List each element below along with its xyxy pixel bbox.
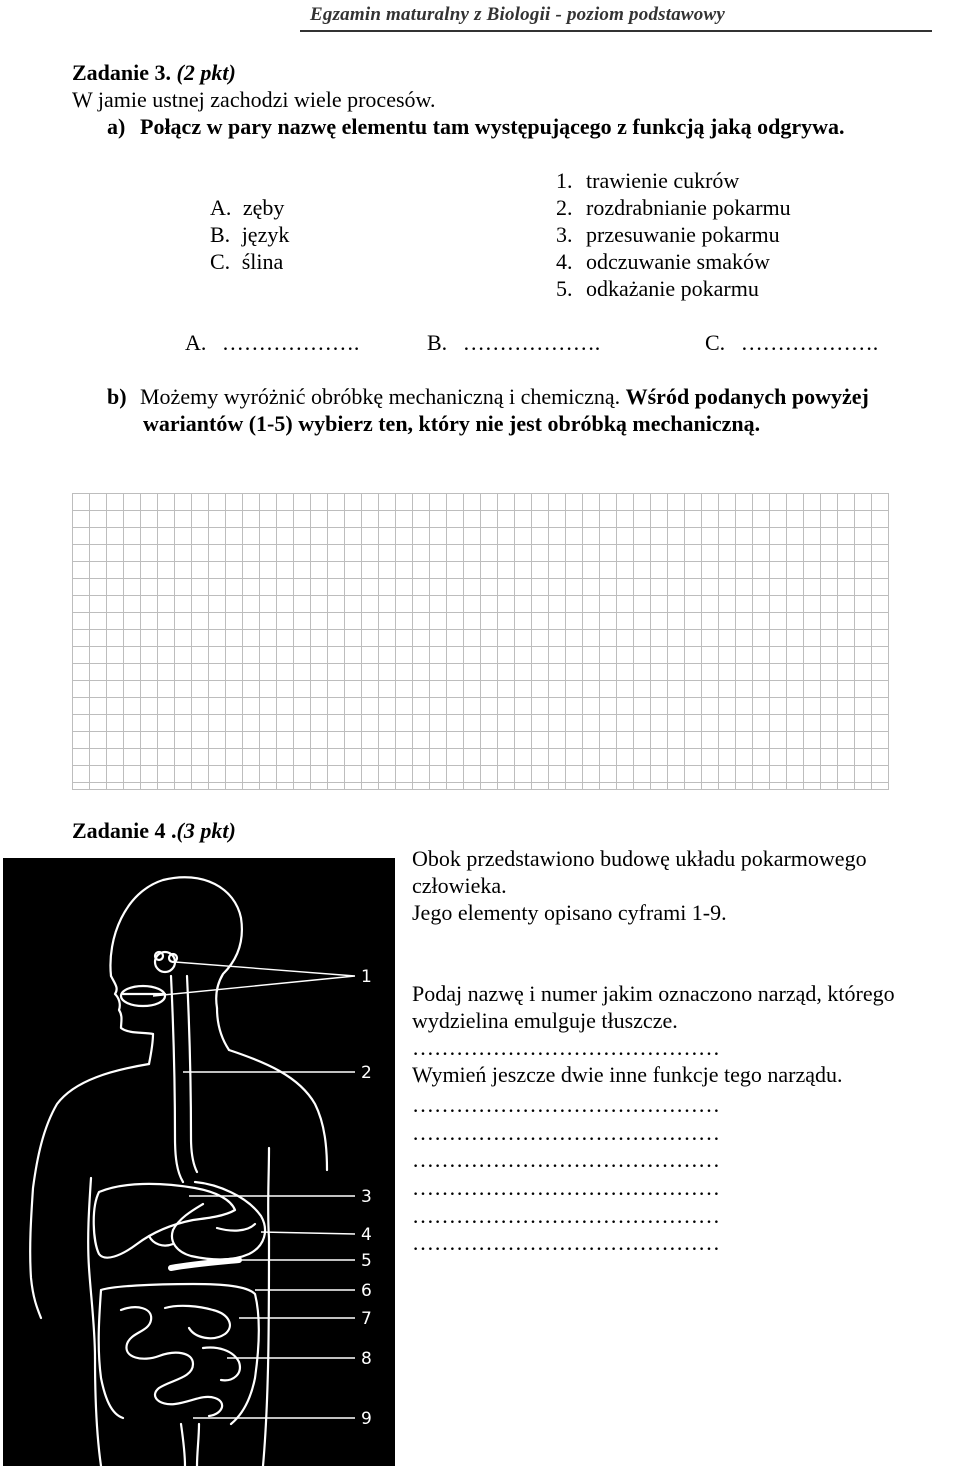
task4-q2: Wymień jeszcze dwie inne funkcje tego narządu. — [412, 1062, 843, 1087]
element-a-name: zęby — [242, 195, 285, 220]
task4-q1-line1: Podaj nazwę i numer jakim oznaczono narząd, którego — [412, 981, 895, 1006]
task4-desc-line2: człowieka. — [412, 873, 507, 898]
header-rule — [300, 30, 932, 32]
task4-answer-line[interactable]: …………………………………… — [412, 1230, 720, 1255]
diagram-label-2: 2 — [361, 1063, 372, 1083]
element-c-letter: C. — [210, 249, 231, 274]
task3-heading — [72, 60, 236, 86]
function-4 — [556, 249, 770, 275]
answer-a-letter: A. — [185, 330, 207, 355]
answer-b-blank[interactable]: ………………. — [462, 330, 601, 355]
answer-a-blank[interactable]: ………………. — [221, 330, 360, 355]
task3b-marker: b) — [107, 384, 127, 409]
task4-points: (3 pkt) — [176, 818, 236, 843]
function-4-num: 4. — [556, 249, 573, 274]
answer-c-letter: C. — [705, 330, 726, 355]
task4-desc-line1: Obok przedstawiono budowę układu pokarmowego — [412, 846, 867, 871]
function-5 — [556, 276, 759, 302]
function-3 — [556, 222, 780, 248]
function-2 — [556, 195, 791, 221]
diagram-label-7: 7 — [361, 1309, 372, 1329]
digestive-system-diagram — [3, 858, 395, 1466]
answer-c[interactable] — [705, 330, 878, 356]
task3b-text-bold-1: Wśród podanych powyżej — [625, 384, 869, 409]
element-b-name: język — [241, 222, 290, 247]
diagram-label-9: 9 — [361, 1409, 372, 1429]
page-header-title: Egzamin maturalny z Biologii - poziom podstawowy — [310, 4, 726, 25]
task3-intro: W jamie ustnej zachodzi wiele procesów. — [72, 87, 436, 112]
answer-a[interactable] — [185, 330, 359, 356]
task4-answer-line[interactable]: …………………………………… — [412, 1203, 720, 1228]
task3b-text-normal: Możemy wyróżnić obróbkę mechaniczną i chemiczną. — [140, 384, 621, 409]
element-b-letter: B. — [210, 222, 231, 247]
task3a-text: Połącz w pary nazwę elementu tam występującego z funkcją jaką odgrywa. — [140, 114, 845, 139]
diagram-label-3: 3 — [361, 1187, 372, 1207]
function-1-name: trawienie cukrów — [586, 168, 740, 193]
task3b-line2: wariantów (1-5) wybierz ten, który nie jest obróbką mechaniczną. — [143, 411, 761, 436]
task3-title: Zadanie 3. — [72, 60, 172, 85]
diagram-label-1: 1 — [361, 967, 372, 987]
task4-heading — [72, 818, 236, 844]
function-4-name: odczuwanie smaków — [586, 249, 770, 274]
element-a — [210, 195, 284, 221]
function-2-name: rozdrabnianie pokarmu — [586, 195, 791, 220]
element-a-letter: A. — [210, 195, 232, 220]
task4-q1-line2: wydzielina emulguje tłuszcze. — [412, 1008, 678, 1033]
task4-desc-line3: Jego elementy opisano cyframi 1-9. — [412, 900, 727, 925]
diagram-label-8: 8 — [361, 1349, 372, 1369]
diagram-label-5: 5 — [361, 1251, 372, 1271]
answer-grid[interactable] — [72, 493, 889, 790]
function-1-num: 1. — [556, 168, 573, 193]
diagram-label-6: 6 — [361, 1281, 372, 1301]
answer-b-letter: B. — [427, 330, 448, 355]
element-b — [210, 222, 289, 248]
function-5-num: 5. — [556, 276, 573, 301]
function-1 — [556, 168, 739, 194]
answer-c-blank[interactable]: ………………. — [740, 330, 879, 355]
task4-answer-line[interactable]: …………………………………… — [412, 1120, 720, 1145]
task4-answer-line[interactable]: …………………………………… — [412, 1175, 720, 1200]
function-2-num: 2. — [556, 195, 573, 220]
diagram-label-4: 4 — [361, 1225, 372, 1245]
answer-b[interactable] — [427, 330, 600, 356]
function-5-name: odkażanie pokarmu — [586, 276, 759, 301]
task3-points: (2 pkt) — [176, 60, 236, 85]
task4-answer-line[interactable]: …………………………………… — [412, 1147, 720, 1172]
task4-answer-blank-1[interactable]: …………………………………… — [412, 1035, 720, 1060]
function-3-num: 3. — [556, 222, 573, 247]
task4-answer-line[interactable]: …………………………………… — [412, 1092, 720, 1117]
element-c-name: ślina — [241, 249, 284, 274]
arm-right-inner — [268, 1148, 269, 1238]
task3b-line1 — [140, 384, 869, 410]
element-c — [210, 249, 283, 275]
task3a-marker: a) — [107, 114, 126, 139]
function-3-name: przesuwanie pokarmu — [586, 222, 780, 247]
task4-title: Zadanie 4 . — [72, 818, 177, 843]
